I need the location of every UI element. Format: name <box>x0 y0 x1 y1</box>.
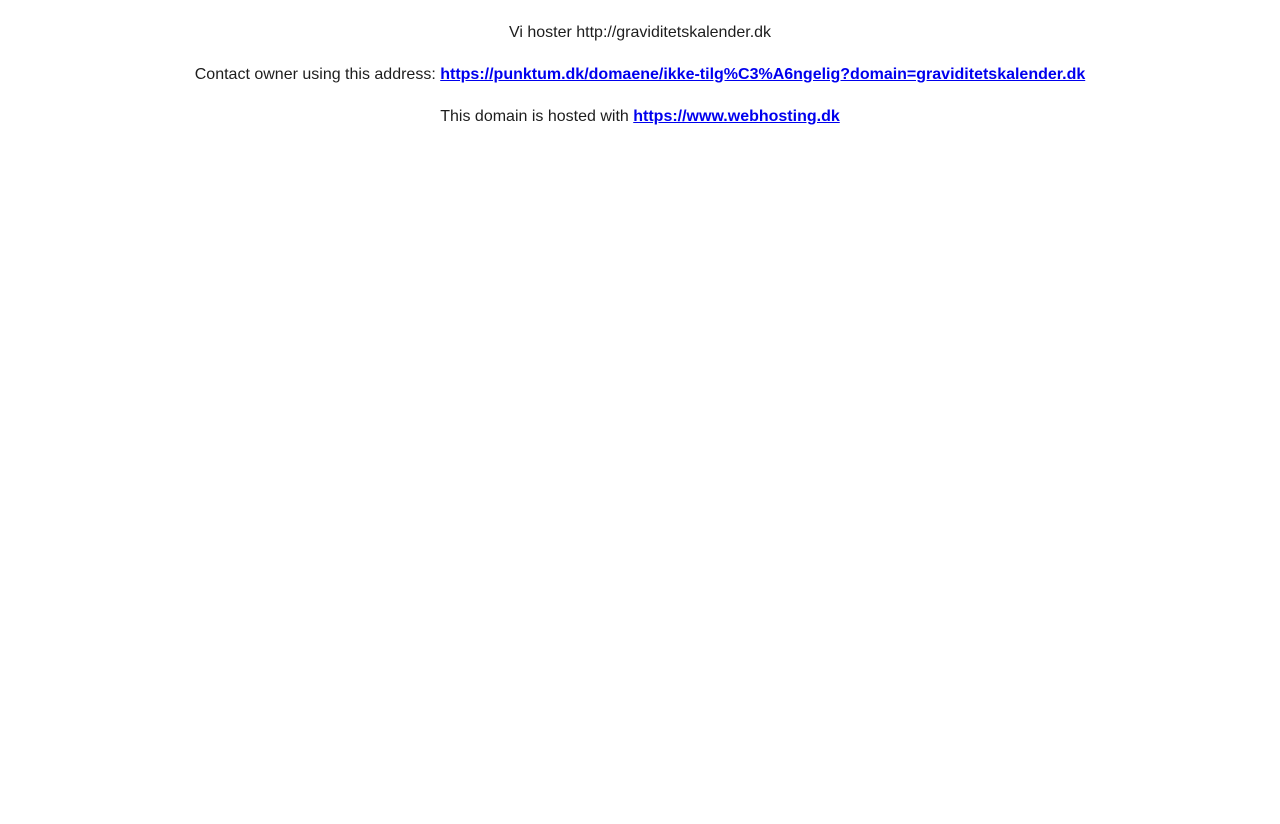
hosted-with-prefix: This domain is hosted with <box>440 108 634 125</box>
hosted-with-line <box>0 108 1280 126</box>
hosting-notice: Vi hoster http://graviditetskalender.dk <box>508 24 772 41</box>
webhosting-link[interactable]: https://www.webhosting.dk <box>633 108 840 125</box>
contact-owner-line <box>0 66 1280 84</box>
contact-owner-link[interactable]: https://punktum.dk/domaene/ikke-tilg%C3%A6ngelig?domain=graviditetskalender.dk <box>440 66 1086 83</box>
page-content <box>0 24 1280 126</box>
contact-owner-prefix: Contact owner using this address: <box>194 66 441 83</box>
